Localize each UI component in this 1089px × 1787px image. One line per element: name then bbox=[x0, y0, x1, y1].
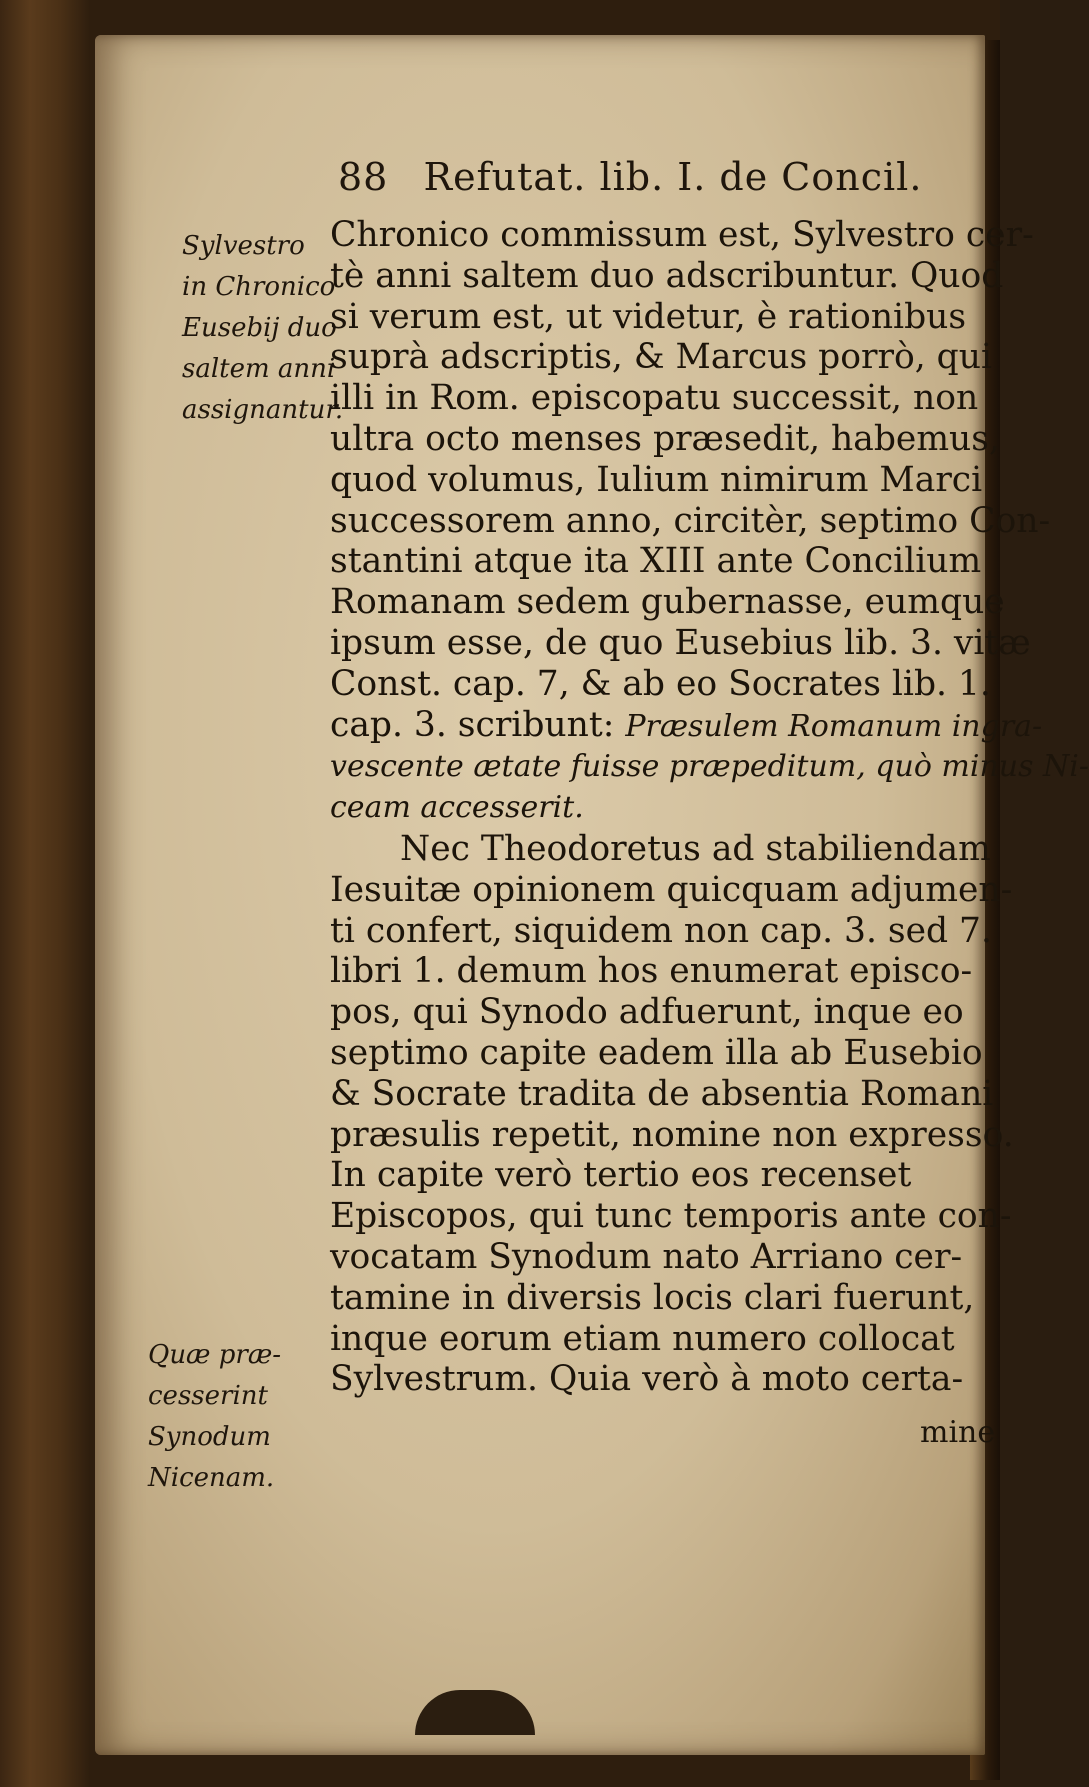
text-line: Iesuitæ opinionem quicquam adjumen- bbox=[330, 869, 1013, 910]
text-line: Romanam sedem gubernasse, eumque bbox=[330, 582, 1005, 623]
text-line: tamine in diversis locis clari fuerunt, bbox=[330, 1277, 975, 1318]
quote-italic: Præsulem Romanum ingra- bbox=[625, 708, 1043, 744]
text-line: quod volumus, Iulium nimirum Marci bbox=[330, 459, 983, 500]
text-line: illi in Rom. episcopatu successit, non bbox=[330, 378, 979, 419]
text-line: In capite verò tertio eos recenset bbox=[330, 1155, 912, 1196]
text-line: Episcopos, qui tunc temporis ante con- bbox=[330, 1196, 1012, 1237]
text-line: vocatam Synodum nato Arriano cer- bbox=[330, 1236, 963, 1277]
page-number: 88 bbox=[338, 155, 389, 199]
text-line: ceam accesserit. bbox=[330, 790, 584, 826]
margin-note-line: Eusebij duo bbox=[182, 313, 337, 343]
text-line: successorem anno, circitèr, septimo Con- bbox=[330, 500, 1051, 541]
text-line: ti confert, siquidem non cap. 3. sed 7. bbox=[330, 910, 992, 951]
text-line: Const. cap. 7, & ab eo Socrates lib. 1. bbox=[330, 663, 991, 704]
body-text bbox=[330, 215, 1089, 1400]
text-line: Nec Theodoretus ad stabiliendam bbox=[400, 828, 991, 869]
text-line: ultra octo menses præsedit, habemus, bbox=[330, 418, 1000, 459]
margin-note-line: Nicenam. bbox=[148, 1463, 275, 1493]
text-line: inque eorum etiam numero collocat bbox=[330, 1318, 955, 1359]
margin-note-line: Synodum bbox=[148, 1422, 271, 1452]
text-line bbox=[330, 704, 1043, 748]
text-line: si verum est, ut videtur, è rationibus bbox=[330, 296, 967, 337]
running-title: Refutat. lib. I. de Concil. bbox=[423, 155, 923, 199]
margin-note-line: Sylvestro bbox=[182, 231, 305, 261]
text-line: stantini atque ita XIII ante Concilium bbox=[330, 541, 982, 582]
text-line: ipsum esse, de quo Eusebius lib. 3. vitæ bbox=[330, 622, 1031, 663]
text-line: tè anni saltem duo adscribuntur. Quod bbox=[330, 255, 1004, 296]
text-line: vescente ætate fuisse præpeditum, quò minus Ni- bbox=[330, 749, 1089, 785]
margin-note-synodum bbox=[148, 1335, 281, 1499]
margin-note-line: in Chronico bbox=[182, 272, 336, 302]
margin-note-line: cesserint bbox=[148, 1381, 268, 1411]
text-line: præsulis repetit, nomine non expresso. bbox=[330, 1114, 1014, 1155]
margin-note-sylvestro bbox=[182, 226, 343, 431]
text-run: cap. 3. scribunt: bbox=[330, 704, 626, 745]
margin-note-line: saltem anni bbox=[182, 354, 336, 384]
catchword: mine bbox=[920, 1415, 996, 1450]
margin-note-line: Quæ præ- bbox=[148, 1340, 282, 1370]
margin-note-line: assignantur. bbox=[182, 395, 344, 425]
text-line: Chronico commissum est, Sylvestro cer- bbox=[330, 215, 1034, 255]
text-line: & Socrate tradita de absentia Romani bbox=[330, 1073, 994, 1114]
text-line: libri 1. demum hos enumerat episco- bbox=[330, 951, 973, 992]
text-line: Sylvestrum. Quia verò à moto certa- bbox=[330, 1359, 964, 1400]
text-line: pos, qui Synodo adfuerunt, inque eo bbox=[330, 992, 964, 1033]
running-head bbox=[338, 155, 978, 199]
text-line: suprà adscriptis, & Marcus porrò, qui bbox=[330, 337, 993, 378]
text-line: septimo capite eadem illa ab Eusebio bbox=[330, 1032, 983, 1073]
